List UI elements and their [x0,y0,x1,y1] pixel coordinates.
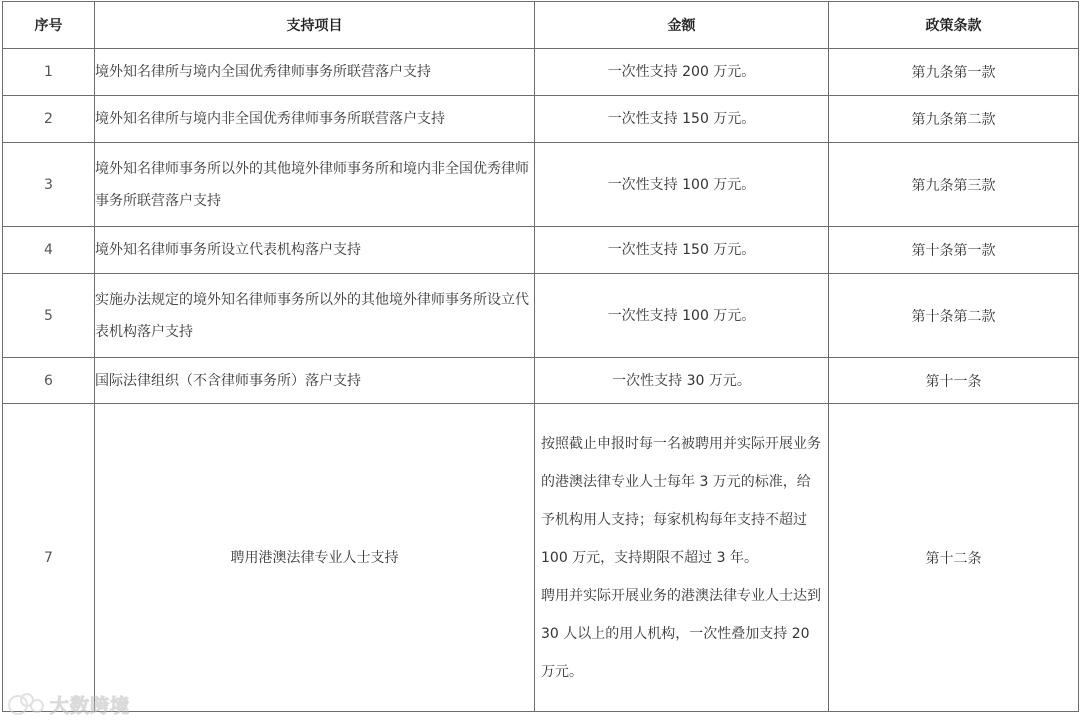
row-number: 6 [3,358,95,404]
row-amount [535,404,829,712]
row-item: 境外知名律师事务所设立代表机构落户支持 [95,227,535,274]
table-header-row [3,2,1079,49]
row-number: 4 [3,227,95,274]
row-amount: 一次性支持 200 万元。 [535,49,829,96]
table-row [3,49,1079,96]
row-number: 5 [3,274,95,358]
row-amount: 一次性支持 150 万元。 [535,96,829,143]
row-clause: 第九条第二款 [829,96,1079,143]
row-number: 3 [3,143,95,227]
header-number: 序号 [3,2,95,49]
row-clause: 第十条第二款 [829,274,1079,358]
table-row [3,404,1079,712]
header-amount: 金额 [535,2,829,49]
row-item: 境外知名律所与境内全国优秀律师事务所联营落户支持 [95,49,535,96]
row-item: 实施办法规定的境外知名律师事务所以外的其他境外律师事务所设立代表机构落户支持 [95,274,535,358]
row-item: 国际法律组织（不含律师事务所）落户支持 [95,358,535,404]
row-clause: 第十二条 [829,404,1079,712]
row-amount-extra-text: 聘用并实际开展业务的港澳法律专业人士达到 30 人以上的用人机构，一次性叠加支持 20 万元。 [541,587,821,680]
table-row [3,274,1079,358]
table-row [3,143,1079,227]
table-row [3,227,1079,274]
header-clause: 政策条款 [829,2,1079,49]
row-number: 1 [3,49,95,96]
header-item: 支持项目 [95,2,535,49]
watermark-text: 大数跨境 [50,694,131,717]
row-amount: 一次性支持 150 万元。 [535,227,829,274]
row-clause: 第十一条 [829,358,1079,404]
row-item: 聘用港澳法律专业人士支持 [95,404,535,712]
row-amount-text: 按照截止申报时每一名被聘用并实际开展业务的港澳法律专业人士每年 3 万元的标准，给予机构用人支持；每家机构每年支持不超过 100 万元，支持期限不超过 3 年。 [541,435,821,566]
table-row [3,96,1079,143]
row-number: 2 [3,96,95,143]
row-item: 境外知名律师事务所以外的其他境外律师事务所和境内非全国优秀律师事务所联营落户支持 [95,143,535,227]
table-row [3,358,1079,404]
row-clause: 第十条第一款 [829,227,1079,274]
row-amount: 一次性支持 30 万元。 [535,358,829,404]
policy-table [2,1,1079,712]
row-clause: 第九条第一款 [829,49,1079,96]
row-amount: 一次性支持 100 万元。 [535,143,829,227]
row-number: 7 [3,404,95,712]
row-item: 境外知名律所与境内非全国优秀律师事务所联营落户支持 [95,96,535,143]
row-clause: 第九条第三款 [829,143,1079,227]
row-amount: 一次性支持 100 万元。 [535,274,829,358]
